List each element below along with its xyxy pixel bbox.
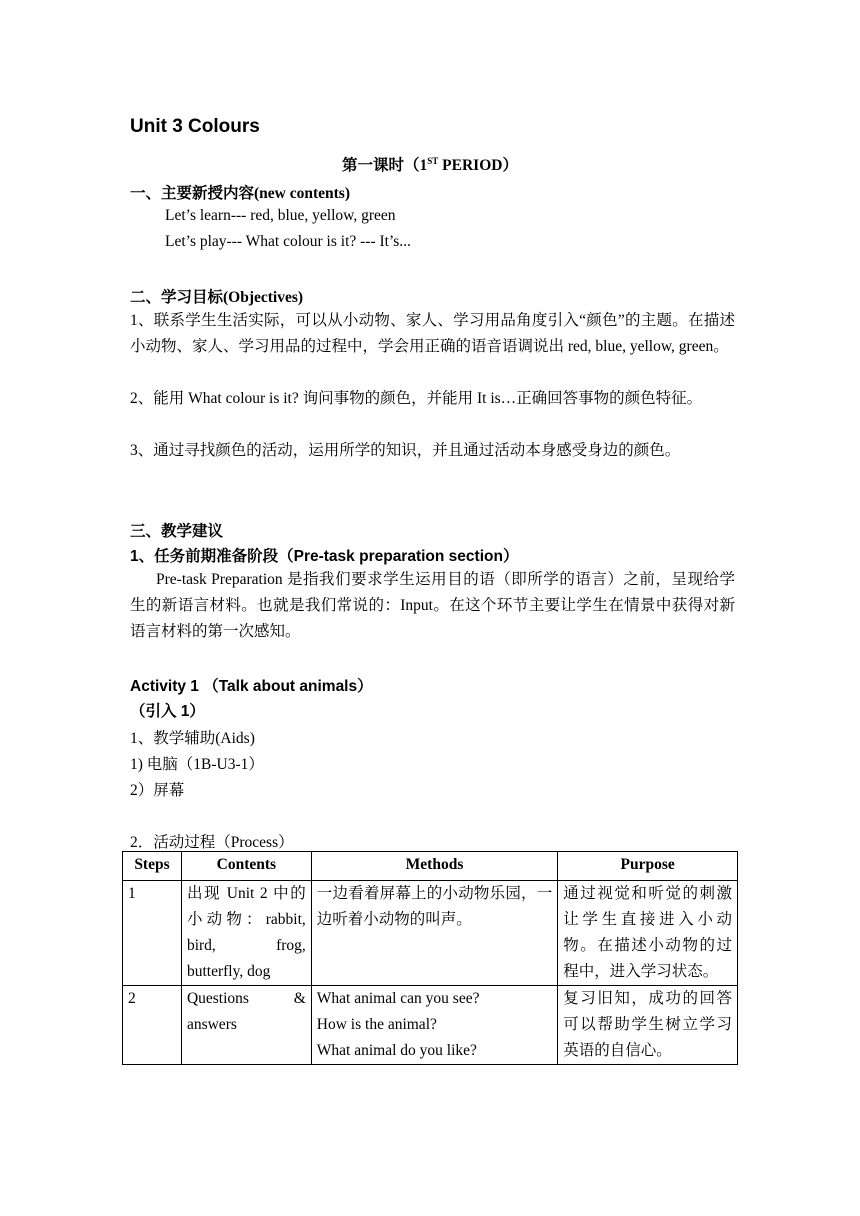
row2-step: 2: [123, 986, 182, 1065]
objective-3: 3、通过寻找颜色的活动，运用所学的知识，并且通过活动本身感受身边的颜色。: [130, 442, 681, 459]
period-after: PERIOD）: [438, 157, 518, 174]
header-contents: Contents: [181, 852, 311, 881]
new-content-line-1: Let’s learn--- red, blue, yellow, green: [165, 207, 396, 224]
pretask-heading: 1、任务前期准备阶段（Pre-task preparation section）: [130, 548, 519, 565]
activity-heading: Activity 1 （Talk about animals）: [130, 678, 373, 695]
section1-heading: 一、主要新授内容(new contents): [130, 185, 350, 202]
aid-item-1: 1) 电脑（1B-U3-1）: [130, 756, 264, 773]
aids-heading: 1、教学辅助(Aids): [130, 730, 255, 747]
new-content-line-2: Let’s play--- What colour is it? --- It’s...: [165, 233, 411, 250]
section2-heading: 二、学习目标(Objectives): [130, 289, 304, 306]
objective-1: 1、联系学生生活实际，可以从小动物、家人、学习用品角度引入“颜色”的主题。在描述小动物、家人、学习用品的过程中，学会用正确的语音语调说出 red, blue, yellow, green。: [130, 312, 735, 355]
table-header-row: [123, 852, 738, 881]
period-sup: ST: [427, 155, 439, 166]
objective-2: 2、能用 What colour is it? 询问事物的颜色，并能用 It is…正确回答事物的颜色特征。: [130, 390, 703, 407]
header-purpose: Purpose: [558, 852, 738, 881]
row1-methods: 一边看着屏幕上的小动物乐园，一边听着小动物的叫声。: [311, 881, 558, 986]
row1-contents: 出现 Unit 2 中的小动物：rabbit, bird, frog, butterfly, dog: [181, 881, 311, 986]
pretask-paragraph: Pre-task Preparation 是指我们要求学生运用目的语（即所学的语言）之前，呈现给学生的新语言材料。也就是我们常说的：Input。在这个环节主要让学生在情景中获得对新语言材料的第一次感知。: [130, 571, 735, 640]
row2-method-line: What animal do you like?: [316, 1042, 477, 1059]
process-table: [122, 851, 738, 1065]
process-heading: 2．活动过程（Process）: [130, 834, 294, 851]
row1-purpose: 通过视觉和听觉的刺激让学生直接进入小动物。在描述小动物的过程中，进入学习状态。: [558, 881, 738, 986]
period-heading: [0, 153, 860, 175]
row1-step: 1: [123, 881, 182, 986]
table-row: [123, 881, 738, 986]
row2-method-line: What animal can you see?: [316, 990, 480, 1007]
section3-heading: 三、教学建议: [130, 523, 224, 540]
aid-item-2: 2）屏幕: [130, 782, 185, 799]
row2-method-line: How is the animal?: [316, 1016, 437, 1033]
unit-title: Unit 3 Colours: [130, 116, 260, 137]
row2-contents: Questions & answers: [181, 986, 311, 1065]
row2-purpose: 复习旧知，成功的回答可以帮助学生树立学习英语的自信心。: [558, 986, 738, 1065]
header-methods: Methods: [311, 852, 558, 881]
row2-methods: [311, 986, 558, 1065]
activity-intro: （引入 1）: [130, 703, 205, 720]
period-text: 第一课时（1: [342, 157, 428, 174]
header-steps: Steps: [123, 852, 182, 881]
table-row: [123, 986, 738, 1065]
